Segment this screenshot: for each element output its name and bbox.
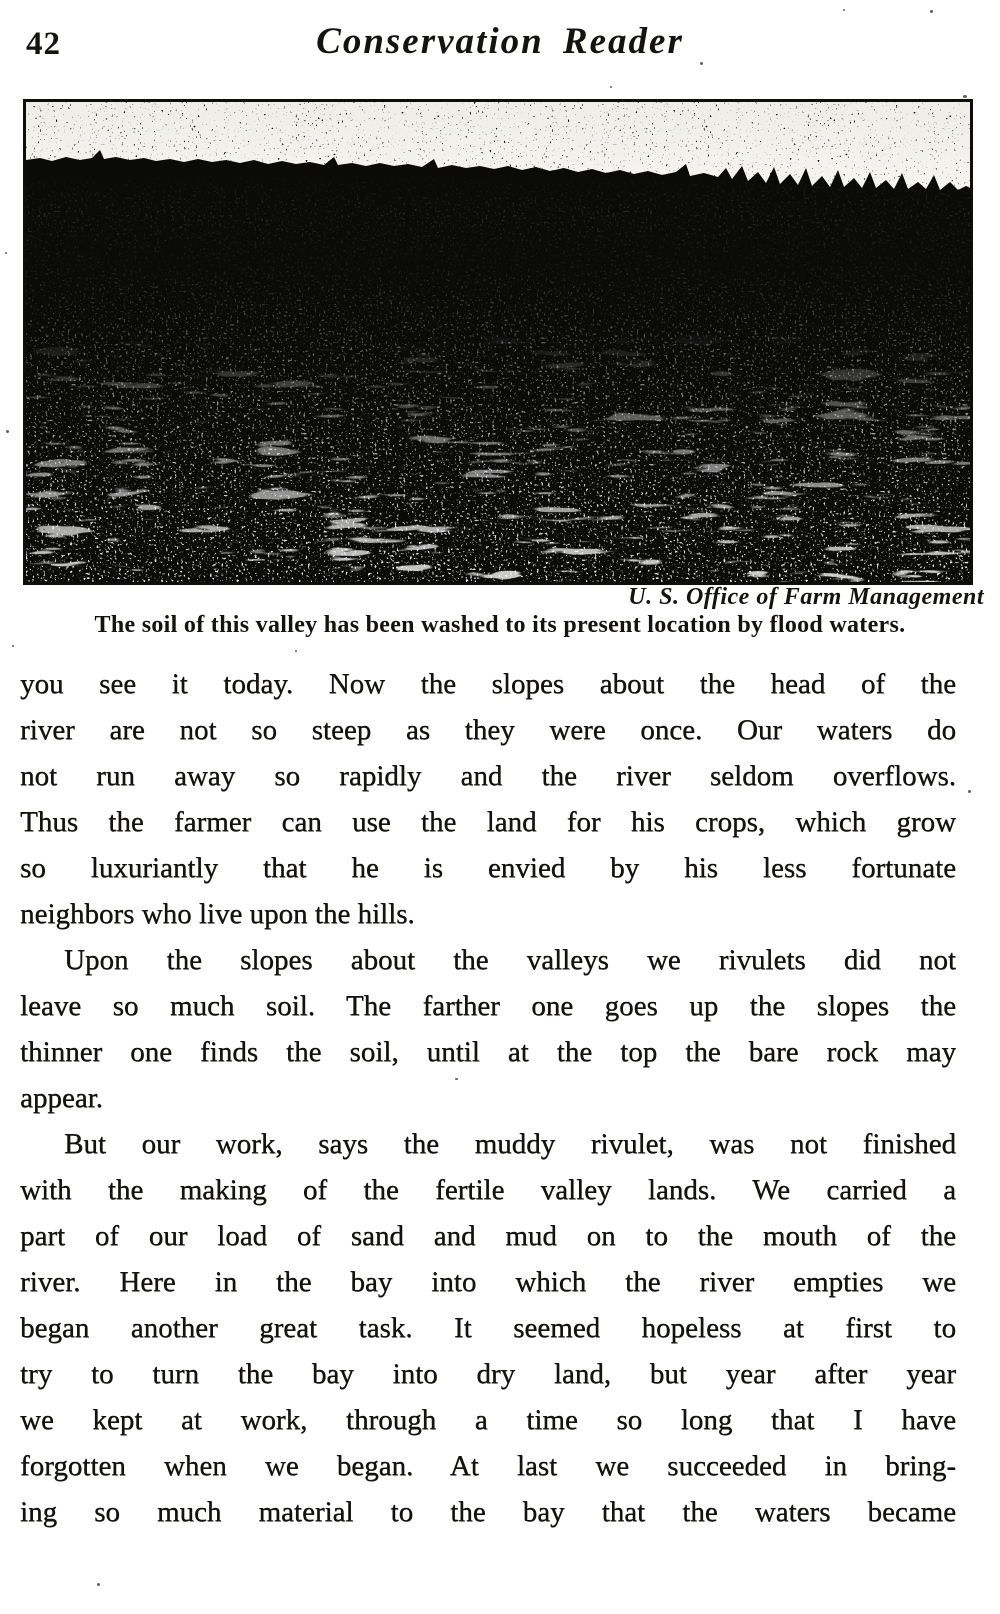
valley-photograph: [23, 99, 973, 585]
text-line: ing so much material to the bay that the waters became: [20, 1496, 956, 1528]
text-line: leave so much soil. The farther one goes up the slopes the: [20, 990, 956, 1022]
text-line: began another great task. It seemed hopeless at first to: [20, 1312, 956, 1344]
text-line: with the making of the fertile valley lands. We carried a: [20, 1174, 956, 1206]
text-line: neighbors who live upon the hills.: [20, 898, 415, 930]
text-line: so luxuriantly that he is envied by his less fortunate: [20, 852, 956, 884]
text-line: you see it today. Now the slopes about the head of the: [20, 668, 956, 700]
text-line: Upon the slopes about the valleys we rivulets did not: [64, 944, 956, 976]
text-line: we kept at work, through a time so long that I have: [20, 1404, 956, 1436]
text-line: try to turn the bay into dry land, but year after year: [20, 1358, 956, 1390]
text-line: But our work, says the muddy rivulet, was not finished: [64, 1128, 956, 1160]
text-line: appear.: [20, 1082, 103, 1114]
text-line: part of our load of sand and mud on to the mouth of the: [20, 1220, 956, 1252]
text-line: river. Here in the bay into which the river empties we: [20, 1266, 956, 1298]
page-number: 42: [26, 26, 61, 62]
text-line: river are not so steep as they were once. Our waters do: [20, 714, 956, 746]
valley-photo-illustration: [26, 102, 970, 582]
photo-credit: U. S. Office of Farm Management: [628, 584, 984, 610]
text-line: forgotten when we began. At last we succeeded in bring-: [20, 1450, 956, 1482]
figure-caption: The soil of this valley has been washed to its present location by flood waters.: [94, 612, 906, 638]
text-line: thinner one finds the soil, until at the top the bare rock may: [20, 1036, 956, 1068]
body-text: [20, 661, 956, 1535]
text-line: not run away so rapidly and the river seldom overflows.: [20, 760, 956, 792]
text-line: Thus the farmer can use the land for his crops, which grow: [20, 806, 956, 838]
running-title: Conservation Reader: [316, 21, 684, 62]
